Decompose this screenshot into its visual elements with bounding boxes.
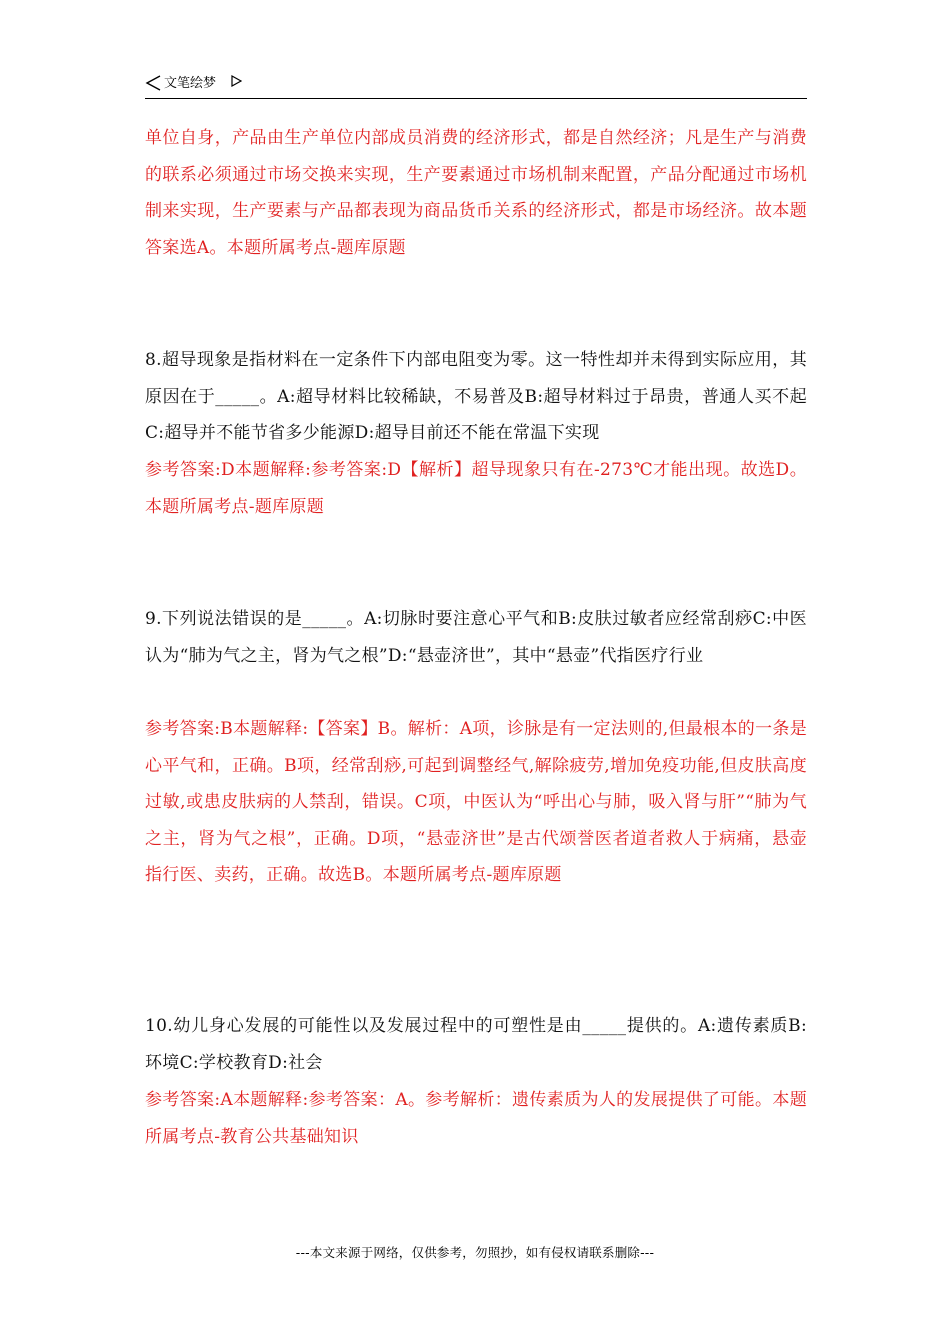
question-9-answer: 参考答案:B本题解释:【答案】B。解析：A项，诊脉是有一定法则的,但最根本的一条是心平气和，正确。B项，经常刮痧,可起到调整经气,解除疲劳,增加免疫功能,但皮肤高度过敏,或患皮肤病的人禁刮，错误。C项，中医认为“呼出心与肺，吸入肾与肝”“肺为气之主，肾为气之根”，正确。D项，“悬壶济世”是古代颂誉医者道者救人于病痛，悬壶指行医、卖药，正确。故选B。本题所属考点-题库原题 bbox=[145, 719, 807, 885]
footer-disclaimer: ---本文来源于网络，仅供参考，勿照抄，如有侵权请联系删除--- bbox=[295, 1245, 655, 1260]
triangle-left-icon bbox=[145, 74, 163, 92]
question-10-answer: 参考答案:A本题解释:参考答案：A。参考解析：遗传素质为人的发展提供了可能。本题所属考点-教育公共基础知识 bbox=[145, 1090, 807, 1147]
brand-name: 文笔绘梦 bbox=[164, 76, 217, 91]
page-header bbox=[145, 72, 807, 99]
question-9-text: 9.下列说法错误的是_____。A:切脉时要注意心平气和B:皮肤过敏者应经常刮痧C:中医认为“肺为气之主，肾为气之根”D:“悬壶济世”，其中“悬壶”代指医疗行业 bbox=[145, 609, 807, 666]
question-8-answer: 参考答案:D本题解释:参考答案:D【解析】超导现象只有在-273℃才能出现。故选D。本题所属考点-题库原题 bbox=[145, 460, 807, 517]
previous-answer-continuation: 单位自身，产品由生产单位内部成员消费的经济形式，都是自然经济；凡是生产与消费的联系必须通过市场交换来实现，生产要素通过市场机制来配置，产品分配通过市场机制来实现，生产要素与产品都表现为商品货币关系的经济形式，都是市场经济。故本题答案选A。本题所属考点-题库原题 bbox=[145, 128, 807, 258]
question-10-text: 10.幼儿身心发展的可能性以及发展过程中的可塑性是由_____提供的。A:遗传素质B:环境C:学校教育D:社会 bbox=[145, 1016, 807, 1073]
triangle-right-icon bbox=[231, 75, 242, 87]
question-8-text: 8.超导现象是指材料在一定条件下内部电阻变为零。这一特性却并未得到实际应用，其原因在于_____。A:超导材料比较稀缺，不易普及B:超导材料过于昂贵，普通人买不起C:超导并不能节省多少能源D:超导目前还不能在常温下实现 bbox=[145, 350, 807, 443]
